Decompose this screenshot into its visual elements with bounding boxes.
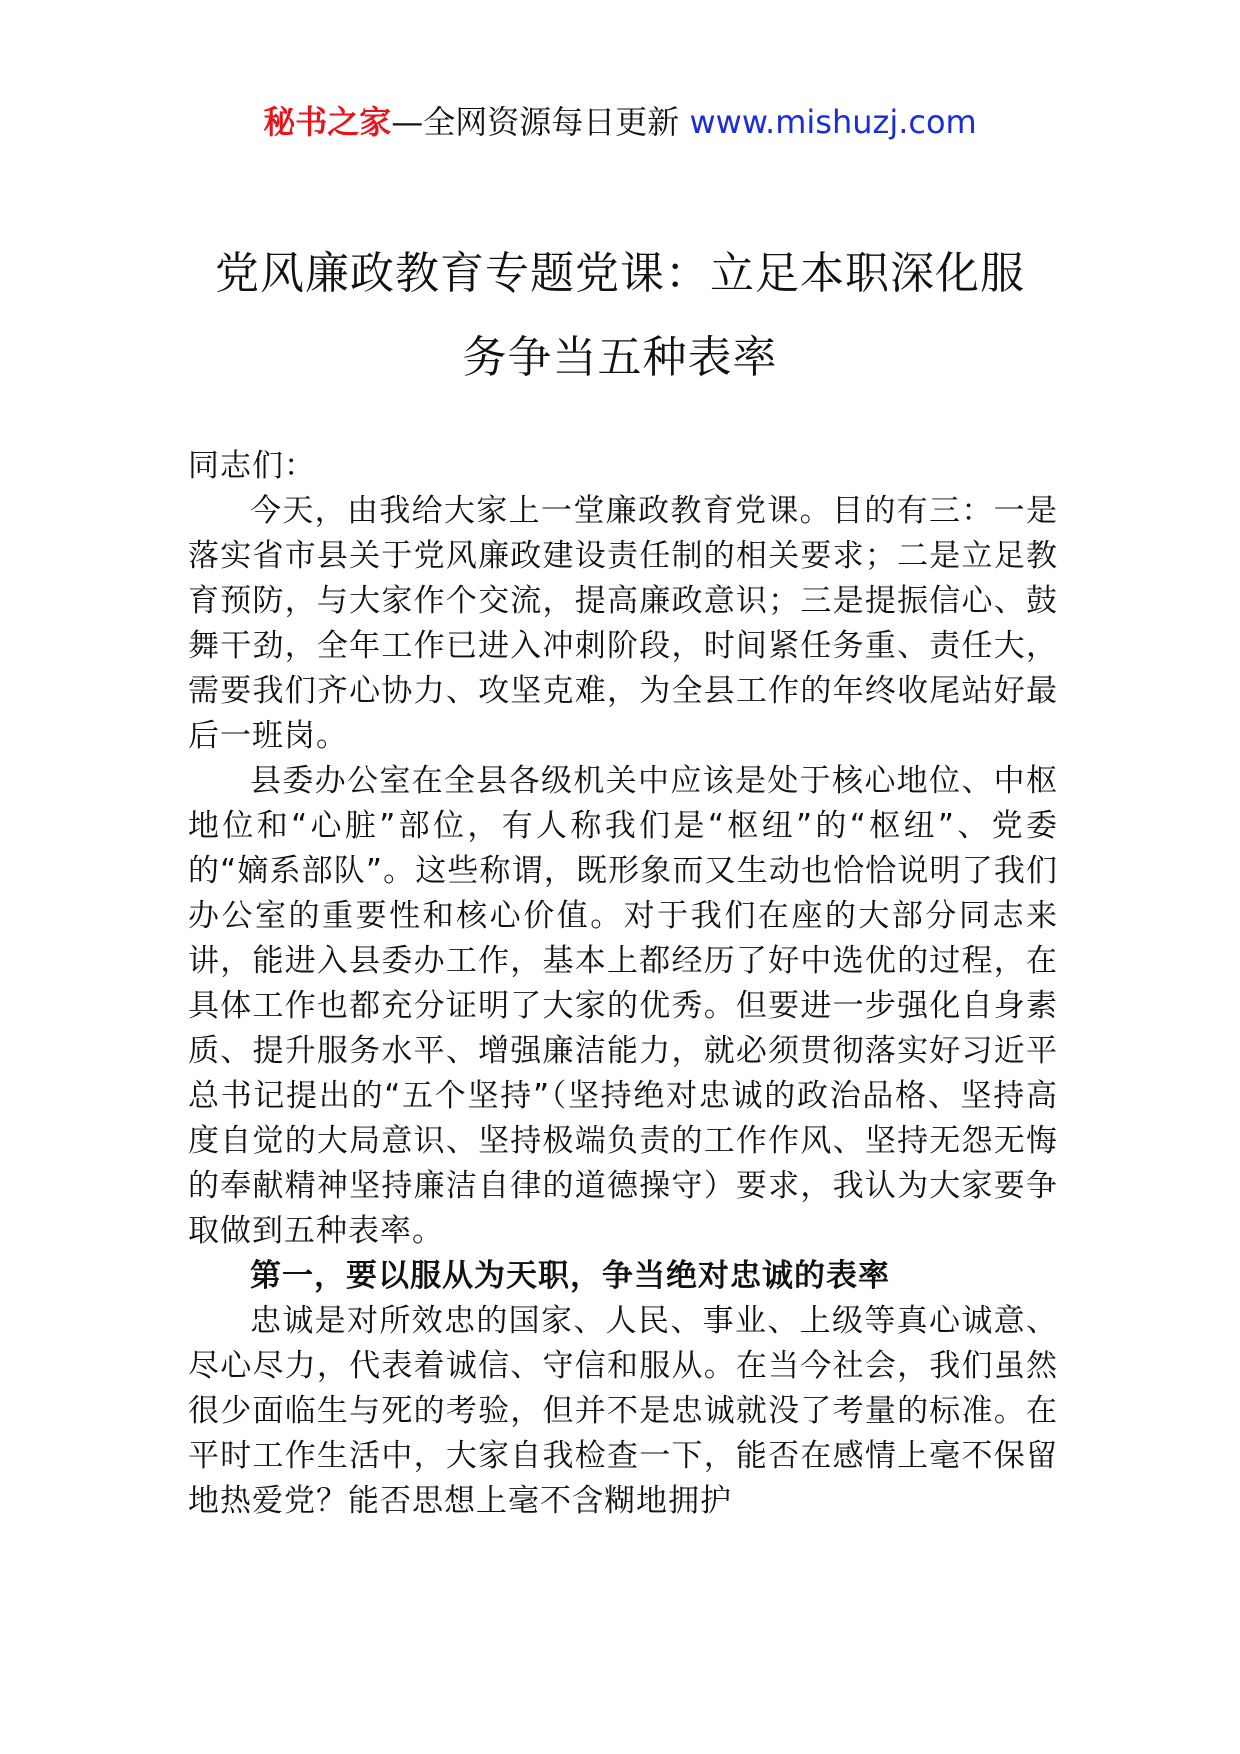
title-line-1: 党风廉政教育专题党课：立足本职深化服 [215,248,1025,299]
title-line-2: 务争当五种表率 [462,332,778,383]
site-header [0,100,1240,144]
document-title [150,232,1090,400]
header-tagline: —全网资源每日更新 [391,103,680,141]
section-heading-1: 第一，要以服从为天职，争当绝对忠诚的表率 [250,1258,890,1294]
paragraph-intro: 今天，由我给大家上一堂廉政教育党课。目的有三：一是落实省市县关于党风廉政建设责任制的相关要求；二是立足教育预防，与大家作个交流，提高廉政意识；三是提振信心、鼓舞干劲，全年工作已进入冲刺阶段，时间紧任务重、责任大，需要我们齐心协力、攻坚克难，为全县工作的年终收尾站好最后一班岗。 [188,493,1058,754]
brand-name: 秘书之家 [263,103,392,141]
paragraph-loyalty: 忠诚是对所效忠的国家、人民、事业、上级等真心诚意、尽心尽力，代表着诚信、守信和服从。在当今社会，我们虽然很少面临生与死的考验，但并不是忠诚就没了考量的标准。在平时工作生活中，大家自我检查一下，能否在感情上毫不保留地热爱党？能否思想上毫不含糊地拥护 [188,1303,1058,1519]
document-body [188,444,1058,1524]
site-url-link[interactable]: www.mishuzj.com [689,103,977,141]
paragraph-office-role: 县委办公室在全县各级机关中应该是处于核心地位、中枢地位和“心脏”部位，有人称我们是“枢纽”的“枢纽”、党委的“嫡系部队”。这些称谓，既形象而又生动也恰恰说明了我们办公室的重要性和核心价值。对于我们在座的大部分同志来讲，能进入县委办工作，基本上都经历了好中选优的过程，在具体工作也都充分证明了大家的优秀。但要进一步强化自身素质、提升服务水平、增强廉洁能力，就必须贯彻落实好习近平总书记提出的“五个坚持”（坚持绝对忠诚的政治品格、坚持高度自觉的大局意识、坚持极端负责的工作作风、坚持无怨无悔的奉献精神坚持廉洁自律的道德操守）要求，我认为大家要争取做到五种表率。 [188,763,1058,1249]
salutation: 同志们： [188,448,316,484]
